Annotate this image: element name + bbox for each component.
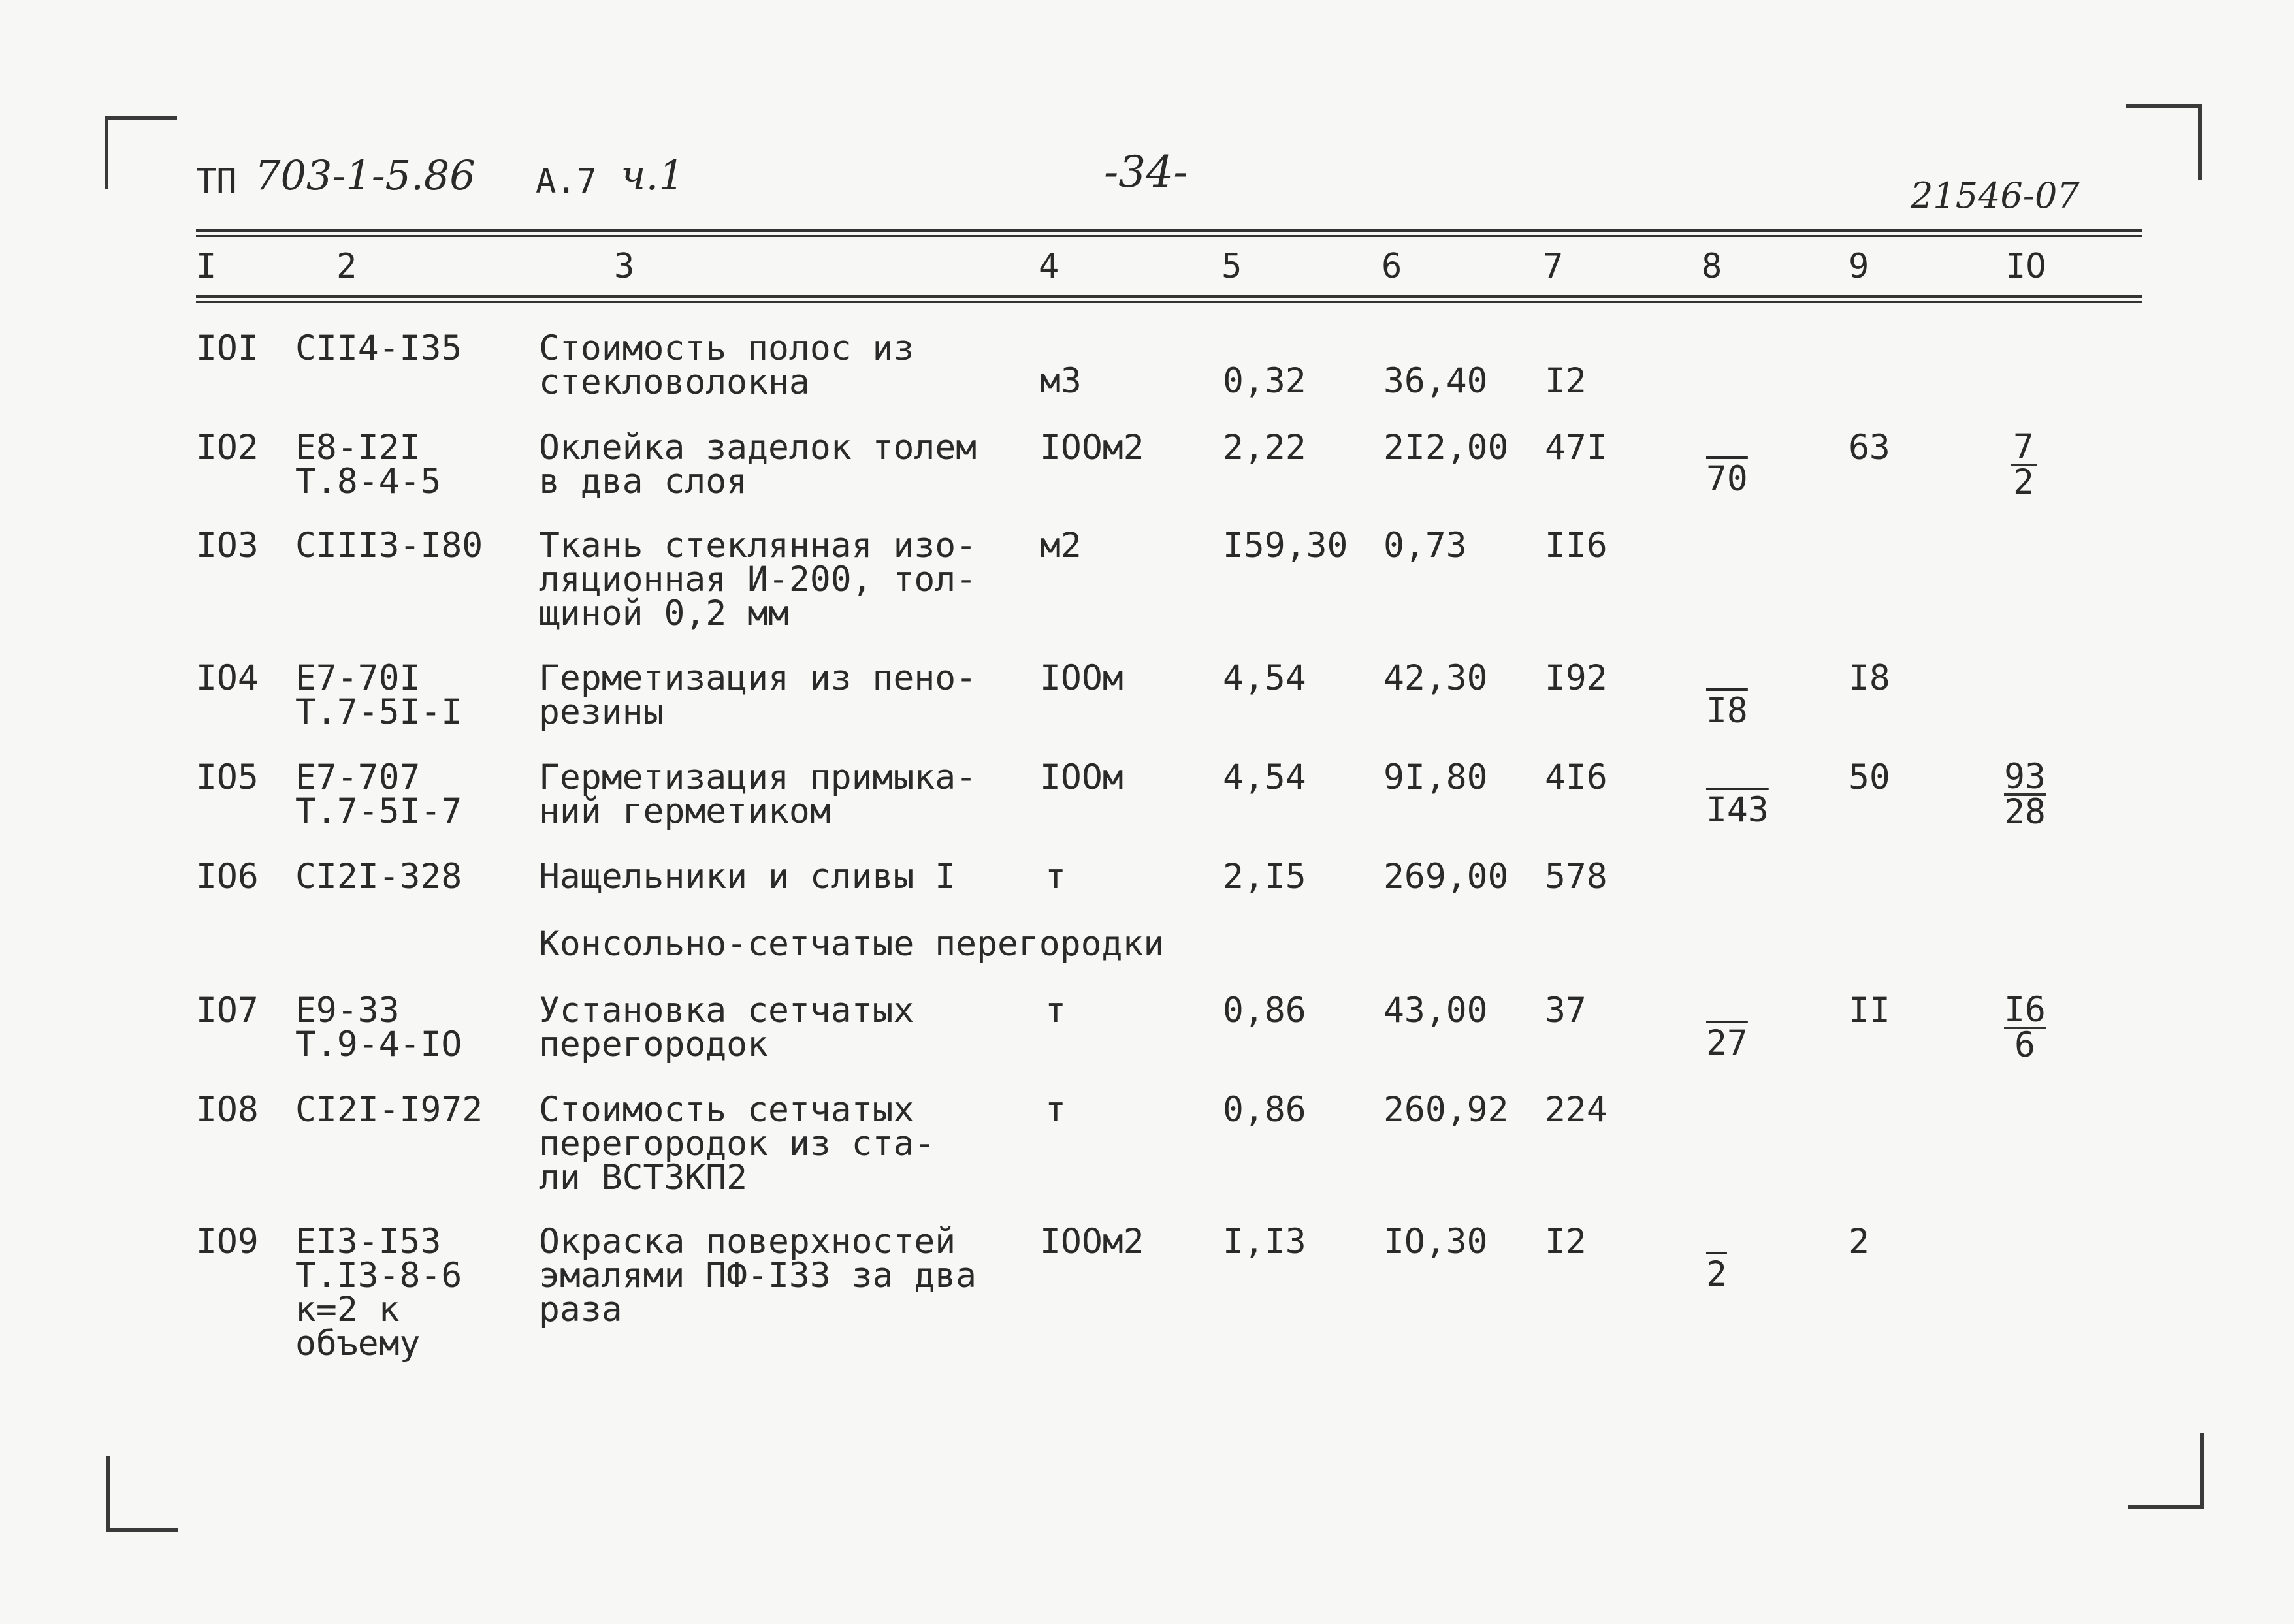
total-cost: 224 [1545,1090,1607,1130]
col9-value: II [1849,991,1890,1030]
corner-mark-top-left [105,116,177,189]
section-heading: Консольно-сетчатые перегородки [539,924,1165,964]
row-number: IO7 [196,991,259,1030]
row-number: IO5 [196,757,259,797]
rate-code: E7-70I Т.7-5I-I [295,658,462,732]
part-label: ч.1 [621,151,685,199]
col10-numerator: I6 [2004,990,2046,1030]
work-name: Герметизация из пено- резины [539,658,977,732]
col10-numerator: 93 [2004,757,2046,797]
col-header-9: 9 [1849,247,1869,286]
rate-code: EI3-I53 Т.I3-8-6 к=2 к объему [295,1222,462,1363]
row-number: IO8 [196,1090,259,1130]
col10-denominator: 2 [2011,464,2037,499]
quantity: 0,32 [1223,361,1306,401]
col9-value: 63 [1849,428,1890,468]
col9-value: I8 [1849,658,1890,698]
row-number: IO3 [196,526,259,565]
quantity: 0,86 [1223,1090,1306,1130]
row-number: IOI [196,328,259,368]
total-cost: I92 [1545,658,1607,698]
col-header-4: 4 [1039,247,1059,286]
total-cost: 37 [1545,991,1587,1030]
quantity: I,I3 [1223,1222,1306,1262]
col10-fraction [2004,757,2046,832]
corner-mark-bottom-right [2128,1433,2204,1509]
col10-fraction [2011,427,2037,502]
col8-value: 2 [1706,1254,1727,1294]
col8-value: I43 [1706,790,1769,830]
quantity: 4,54 [1223,757,1306,797]
work-name: Окраска поверхностей эмалями ПФ-I33 за два раза [539,1222,977,1329]
row-number: IO4 [196,658,259,698]
unit: IOOм2 [1040,428,1144,468]
col8-value: 27 [1706,1023,1748,1063]
rate-code: CIII3-I80 [295,526,483,565]
rate-code: CI2I-328 [295,857,462,897]
unit-price: 36,40 [1383,361,1488,401]
total-cost: 47I [1545,428,1607,468]
col-header-1: I [196,247,217,286]
doc-code: 703-1-5.86 [255,151,476,199]
rate-code: CI2I-I972 [295,1090,483,1130]
rule-under-columns [196,295,2142,298]
unit: т [1045,1090,1066,1130]
unit-price: 269,00 [1383,857,1509,897]
col-header-3: 3 [614,247,635,286]
work-name: Ткань стеклянная изо- ляционная И-200, тол- щиной 0,2 мм [539,526,977,633]
unit: IOOм [1040,658,1123,698]
total-cost: 578 [1545,857,1607,897]
work-name: Установка сетчатых перегородок [539,991,914,1064]
quantity: 4,54 [1223,658,1306,698]
rule-top-2 [196,235,2142,237]
col-header-10: IO [2005,247,2046,286]
total-cost: 4I6 [1545,757,1607,797]
col10-fraction [2004,990,2046,1065]
unit: IOOм2 [1040,1222,1144,1262]
col-header-6: 6 [1381,247,1402,286]
rate-code: CII4-I35 [295,328,462,368]
unit-price: 260,92 [1383,1090,1509,1130]
corner-mark-bottom-left [106,1456,178,1532]
col10-numerator: 7 [2013,427,2034,467]
unit-price: IO,30 [1383,1222,1488,1262]
col-header-2: 2 [336,247,357,286]
quantity: 2,I5 [1223,857,1306,897]
unit: м3 [1040,361,1082,401]
rule-top [196,229,2142,232]
rate-code: E8-I2I Т.8-4-5 [295,428,442,502]
work-name: Оклейка заделок толем в два слоя [539,428,977,502]
archive-number: 21546-07 [1911,175,2080,216]
work-name: Стоимость сетчатых перегородок из ста- ли ВСТ3КП2 [539,1090,935,1198]
work-name: Нащельники и сливы I [539,857,956,897]
quantity: 0,86 [1223,991,1306,1030]
work-name: Стоимость полос из стекловолокна [539,328,914,402]
col8-value: 70 [1706,459,1748,499]
rate-code: E7-707 Т.7-5I-7 [295,757,462,831]
total-cost: I2 [1545,1222,1587,1262]
col8-value: I8 [1706,691,1748,731]
col10-denominator: 28 [2004,792,2046,832]
col-header-7: 7 [1543,247,1564,286]
rate-code: E9-33 Т.9-4-IO [295,991,462,1064]
work-name: Герметизация примыка- ний герметиком [539,757,977,831]
unit: т [1045,857,1066,897]
row-number: IO9 [196,1222,259,1262]
page-number: -34- [1104,147,1188,197]
unit-price: 43,00 [1383,991,1488,1030]
unit: IOOм [1040,757,1123,797]
total-cost: II6 [1545,526,1607,565]
col-header-5: 5 [1221,247,1242,286]
unit-price: 9I,80 [1383,757,1488,797]
row-number: IO2 [196,428,259,468]
col9-value: 50 [1849,757,1890,797]
album-label: А.7 [536,162,597,201]
unit-price: 2I2,00 [1383,428,1509,468]
unit-price: 0,73 [1383,526,1467,565]
col-header-8: 8 [1702,247,1722,286]
unit-price: 42,30 [1383,658,1488,698]
doc-prefix: ТП [196,162,237,201]
quantity: I59,30 [1223,526,1348,565]
unit: м2 [1040,526,1082,565]
col10-denominator: 6 [2004,1027,2046,1062]
quantity: 2,22 [1223,428,1306,468]
col9-value: 2 [1849,1222,1869,1262]
corner-mark-top-right [2126,104,2202,180]
rule-under-columns-2 [196,301,2142,303]
unit: т [1045,991,1066,1030]
total-cost: I2 [1545,361,1587,401]
row-number: IO6 [196,857,259,897]
